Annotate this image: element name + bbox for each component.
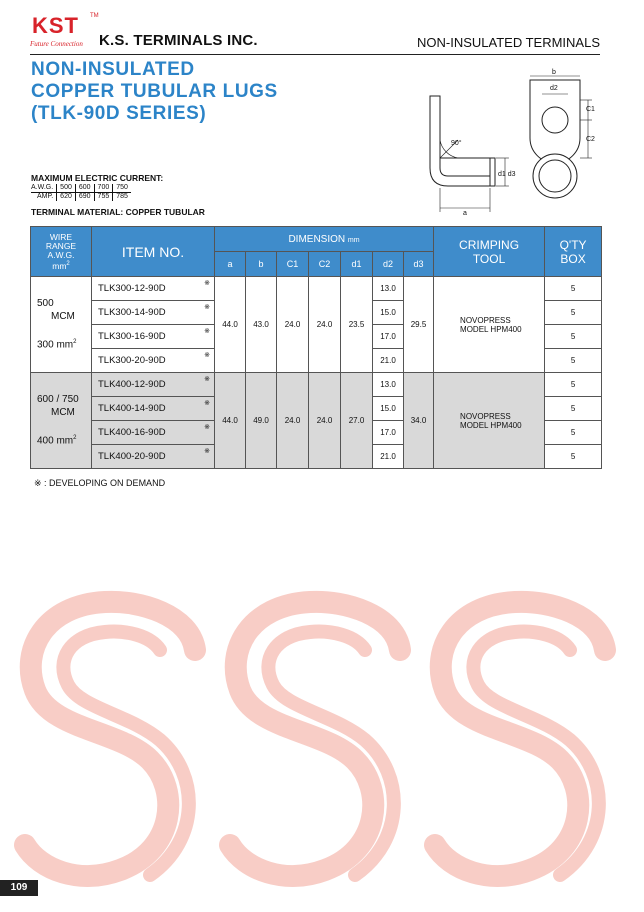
dim-a-cell: 44.0 — [215, 277, 246, 373]
logo-mark: KST — [32, 13, 79, 38]
footnote: ※ : DEVELOPING ON DEMAND — [34, 478, 166, 488]
wire-mm: 300 mm — [37, 339, 74, 351]
watermark-s-2 — [230, 602, 400, 876]
barrel-inner-circle — [539, 160, 571, 192]
dim-b-cell: 43.0 — [246, 277, 277, 373]
group-tlk300 — [31, 277, 602, 373]
item-no-cell — [92, 445, 215, 469]
wire-mcm: MCM — [51, 407, 75, 419]
dim-d2-cell: 21.0 — [373, 349, 404, 373]
qty-cell: 5 — [545, 445, 602, 469]
dim-d2-label: d2 — [550, 85, 558, 92]
wire-range-cell — [31, 277, 92, 373]
dim-c1-cell: 24.0 — [277, 373, 309, 469]
amp-value: 690 — [75, 193, 94, 202]
awg-value: 600 — [75, 184, 94, 193]
demand-mark: ※ — [204, 424, 210, 431]
dim-c2-header: C2 — [309, 252, 341, 277]
item-no-cell — [92, 277, 215, 301]
demand-mark: ※ — [204, 448, 210, 455]
dim-b-cell: 49.0 — [246, 373, 277, 469]
item-no-cell — [92, 349, 215, 373]
title-line-3: (TLK-90D SERIES) — [31, 103, 207, 124]
dim-c2-cell: 24.0 — [309, 277, 341, 373]
wire-awg: 500 — [37, 298, 54, 310]
dim-c2-cell: 24.0 — [309, 373, 341, 469]
bolt-hole — [542, 107, 568, 133]
title-line-1: NON-INSULATED — [31, 59, 195, 80]
awg-label: A.W.G. — [31, 184, 57, 193]
item-no-cell — [92, 397, 215, 421]
wire-awg: 600 / 750 — [37, 394, 79, 406]
lug-diagram — [410, 68, 602, 216]
dim-a-cell: 44.0 — [215, 373, 246, 469]
demand-mark: ※ — [204, 328, 210, 335]
wire-mm: 400 mm — [37, 435, 74, 447]
dim-c1-label: C1 — [586, 106, 595, 113]
qty-cell: 5 — [545, 277, 602, 301]
awg-value: 750 — [113, 184, 131, 193]
qty-cell: 5 — [545, 373, 602, 397]
logo-trademark: TM — [90, 13, 99, 19]
item-no: TLK300-14-90D — [98, 307, 166, 318]
dim-a-label: a — [463, 210, 467, 216]
item-no: TLK300-20-90D — [98, 355, 166, 366]
dim-d3-cell: 34.0 — [404, 373, 434, 469]
dim-d2-cell: 13.0 — [373, 373, 404, 397]
dim-d1-header: d1 — [341, 252, 373, 277]
dim-d2-cell: 15.0 — [373, 397, 404, 421]
max-current-label: MAXIMUM ELECTRIC CURRENT: — [31, 173, 164, 183]
tool-line: MODEL HPM400 — [460, 420, 522, 430]
angle-label: 90° — [451, 140, 462, 147]
wire-header-unit: mm — [52, 260, 67, 271]
qty-header-line: BOX — [560, 251, 586, 266]
demand-mark: ※ — [204, 400, 210, 407]
dim-d1d3-label: d1 d3 — [498, 171, 516, 178]
qty-cell: 5 — [545, 349, 602, 373]
crimp-header-line: TOOL — [472, 251, 506, 266]
dim-d1-cell: 23.5 — [341, 277, 373, 373]
table-row — [31, 277, 602, 301]
dimension-unit: mm — [347, 236, 360, 244]
dim-d2-cell: 21.0 — [373, 445, 404, 469]
watermark-s-3 — [435, 602, 605, 876]
dim-b-header: b — [246, 252, 277, 277]
dimension-header — [215, 227, 434, 252]
item-no-cell — [92, 301, 215, 325]
qty-box-header — [545, 227, 602, 277]
dim-d3-header: d3 — [404, 252, 434, 277]
item-no-header: ITEM NO. — [92, 227, 215, 277]
wire-header-line: WIRE — [49, 231, 73, 242]
demand-mark: ※ — [204, 304, 210, 311]
title-line-2: COPPER TUBULAR LUGS — [31, 81, 278, 102]
demand-mark: ※ — [204, 280, 210, 287]
amp-label: AMP. — [36, 193, 54, 200]
wire-mcm: MCM — [51, 311, 75, 323]
item-no-cell — [92, 325, 215, 349]
item-no: TLK400-20-90D — [98, 451, 166, 462]
item-no: TLK400-12-90D — [98, 379, 166, 390]
qty-cell: 5 — [545, 325, 602, 349]
dim-c1-header: C1 — [277, 252, 309, 277]
dim-d2-cell: 17.0 — [373, 325, 404, 349]
logo-tagline: Future Connection — [30, 40, 83, 48]
item-no-cell — [92, 373, 215, 397]
header-divider — [30, 54, 600, 55]
tool-line: NOVOPRESS — [460, 411, 511, 421]
group-tlk400 — [31, 373, 602, 469]
dim-a-header: a — [215, 252, 246, 277]
crimp-header-line: CRIMPING — [459, 237, 520, 252]
item-no-cell — [92, 421, 215, 445]
dim-c2-label: C2 — [586, 136, 595, 143]
table-row — [31, 373, 602, 397]
tool-line: MODEL HPM400 — [460, 324, 522, 334]
crimping-tool-header — [434, 227, 545, 277]
awg-value: 700 — [94, 184, 113, 193]
dim-d2-cell: 15.0 — [373, 301, 404, 325]
dim-d2-cell: 13.0 — [373, 277, 404, 301]
dim-b-label: b — [552, 69, 556, 76]
qty-cell: 5 — [545, 301, 602, 325]
product-title — [31, 59, 278, 125]
dimension-header-label: DIMENSION — [288, 233, 346, 245]
demand-mark: ※ — [204, 376, 210, 383]
awg-value: 500 — [57, 184, 76, 193]
product-table — [30, 226, 602, 469]
tool-line: NOVOPRESS — [460, 315, 511, 325]
dim-c1-cell: 24.0 — [277, 277, 309, 373]
wire-header-line: RANGE — [45, 240, 77, 251]
amp-value: 755 — [94, 193, 113, 202]
item-no: TLK400-14-90D — [98, 403, 166, 414]
kst-logo — [30, 13, 99, 57]
item-no: TLK300-12-90D — [98, 283, 166, 294]
dim-d2-header: d2 — [373, 252, 404, 277]
wire-header-sup: 2 — [66, 260, 70, 267]
crimping-tool-cell — [434, 373, 545, 469]
crimping-tool-cell — [434, 277, 545, 373]
wire-range-header — [31, 227, 92, 277]
dim-d1-cell: 27.0 — [341, 373, 373, 469]
amp-value: 620 — [57, 193, 76, 202]
item-no: TLK400-16-90D — [98, 427, 166, 438]
amp-value: 785 — [113, 193, 131, 202]
current-table — [31, 184, 131, 201]
wire-header-line: A.W.G. — [47, 249, 75, 260]
company-name: K.S. TERMINALS INC. — [99, 32, 258, 49]
page-number: 109 — [0, 880, 38, 896]
watermark-s-1 — [25, 602, 195, 876]
qty-header-line: Q'TY — [559, 237, 587, 252]
section-title: NON-INSULATED TERMINALS — [417, 35, 600, 50]
item-no: TLK300-16-90D — [98, 331, 166, 342]
wire-sup: 2 — [73, 339, 77, 346]
terminal-material: TERMINAL MATERIAL: COPPER TUBULAR — [31, 207, 205, 217]
dim-d3-cell: 29.5 — [404, 277, 434, 373]
wire-sup: 2 — [73, 435, 77, 442]
qty-cell: 5 — [545, 421, 602, 445]
qty-cell: 5 — [545, 397, 602, 421]
wire-range-cell — [31, 373, 92, 469]
demand-mark: ※ — [204, 352, 210, 359]
dim-d2-cell: 17.0 — [373, 421, 404, 445]
watermark-s-pattern — [0, 590, 644, 900]
